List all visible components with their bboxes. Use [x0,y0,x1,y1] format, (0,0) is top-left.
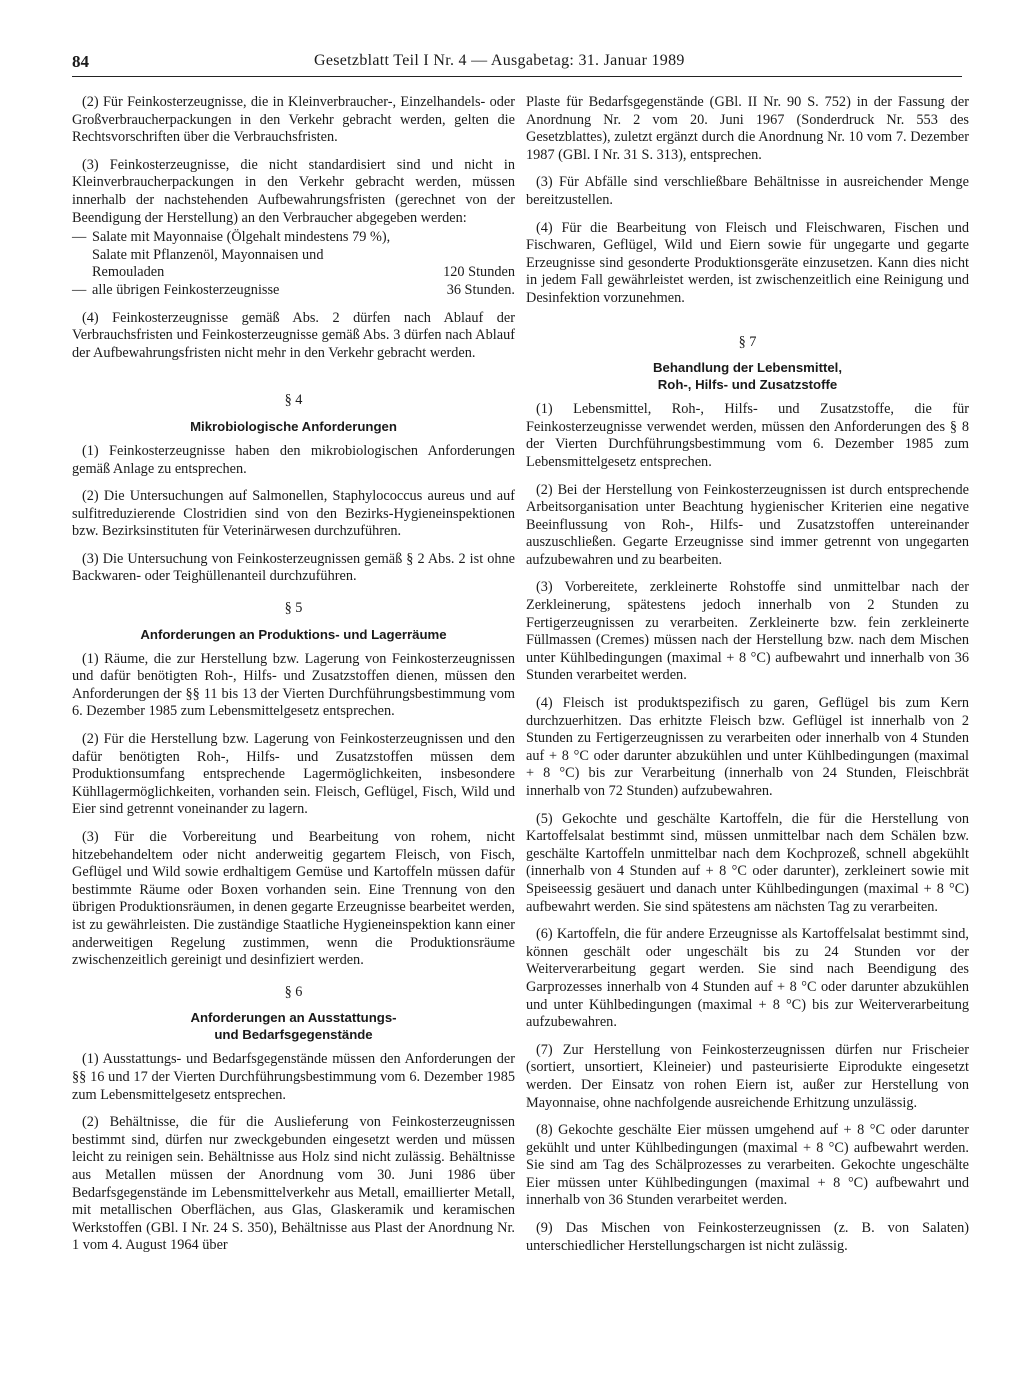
section-title: Mikrobiologische Anforderungen [190,418,397,434]
list-item-text: Salate mit Mayonnaise (Ölgehalt mindestens 79 %), [92,229,391,246]
page-number: 84 [72,52,89,71]
paragraph: (4) Feinkosterzeugnisse gemäß Abs. 2 dürfen nach Ablauf der Verbrauchsfristen und Feinkosterzeugnisse gemäß Abs. 3 dürfen nach Ablauf der Aufbewahrungsfristen nicht mehr in den Verkehr gebracht werden. [72,309,515,361]
paragraph: (5) Gekochte und geschälte Kartoffeln, die für die Herstellung von Kartoffelsalat bestimmt sind, müssen unmittelbar nach dem Schälen bzw. geschälte Kartoffeln unmittelbar nach dem Kochprozeß, schnell abgekühlt (innerhalb von 4 Stunden auf + 8 °C oder darunter), zerkleinert sowie mit Speiseessig gesäuert und danach unter Kühlbedingungen (maximal + 8 °C) aufbewahrt werden. Sie sind spätestens am nächsten Tag zu verarbeiten. [526,810,969,915]
paragraph: (7) Zur Herstellung von Feinkosterzeugnissen dürfen nur Frischeier (sortiert, unsortiert, Kleineier) und pasteurisierte Eiprodukte eingesetzt werden. Der Einsatz von rohen Eiern ist, außer zur Herstellung von Mayonnaise, ohne nachfolgende ausreichende Erhitzung unzulässig. [526,1041,969,1111]
list-item-value: 36 Stunden. [446,281,515,298]
paragraph: (1) Räume, die zur Herstellung bzw. Lagerung von Feinkosterzeugnissen und dafür benötigten Roh-, Hilfs- und Zusatzstoffen dienen, müssen den Anforderungen der §§ 11 bis 13 der Vierten Durchführungsbestimmung vom 6. Dezember 1985 zum Lebensmittelgesetz entsprechen. [72,650,515,720]
left-column [72,94,515,1265]
section-title: Anforderungen an Produktions- und Lagerräume [140,626,447,642]
dash-marker: — [72,281,87,298]
dash-marker: — [72,229,87,246]
paragraph: (2) Für Feinkosterzeugnisse, die in Kleinverbraucher-, Einzelhandels- oder Großverbraucherpackungen in den Verkehr gebracht werden, gelten die Rechtsvorschriften über die Verbrauchsfristen. [72,94,515,146]
section-title: Anforderungen an Ausstattungs- [190,1010,397,1026]
right-column [526,94,969,1265]
paragraph: (4) Für die Bearbeitung von Fleisch und Fleischwaren, Fischen und Fischwaren, Geflügel, Wild und Eiern sowie für ungegarte und gegarte Erzeugnisse sind gesonderte Produktionsgeräte einzusetzen. Kann dies nicht in jedem Fall gewährleistet werden, ist zwischenzeitlich eine Reinigung und Desinfektion vorzunehmen. [526,219,969,306]
paragraph: (2) Behältnisse, die für die Auslieferung von Feinkosterzeugnissen bestimmt sind, dürfen nur zweckgebunden eingesetzt werden und müssen leicht zu reinigen sein. Behältnisse aus Holz sind nicht zulässig. Behältnisse aus Metallen müssen der Anordnung vom 30. Juni 1986 über Bedarfsgegenstände im Lebensmittelverkehr aus Metall, emaillierter Metall, mit metallischen Oberflächen, aus Glas, Glaskeramik und keramischen Werkstoffen (GBl. I Nr. 24 S. 350), Behältnisse aus Plast der Anordnung Nr. 1 vom 4. August 1964 über [72,1114,515,1254]
section-title: Roh-, Hilfs- und Zusatzstoffe [657,377,838,393]
section-title: und Bedarfsgegenstände [214,1027,373,1043]
paragraph: (2) Bei der Herstellung von Feinkosterzeugnissen ist durch entsprechende Arbeitsorganisation unter Beachtung hygienischer Kriterien eine negative Beeinflussung von Roh-, Hilfs- und Zusatzstoffen untereinander auszuschließen. Gegarte Erzeugnisse sind immer getrennt von ungegarten aufzubewahren und zu bearbeiten. [526,481,969,568]
paragraph: (4) Fleisch ist produktspezifisch zu garen, Geflügel bis zum Kern durchzuerhitzen. Das erhitzte Fleisch bzw. Geflügel ist innerhalb von 2 Stunden zu Fertigerzeugnissen zu verarbeiten oder innerhalb von 4 Stunden auf + 8 °C oder darunter abzukühlen und unter Kühlbedingungen (maximal + 8 °C) bis zur Verarbeitung (innerhalb von 24 Stunden, Fleischbrät innerhalb von 72 Stunden) aufzubewahren. [526,695,969,799]
paragraph: (3) Feinkosterzeugnisse, die nicht standardisiert sind und nicht in Kleinverbraucherpackungen in den Verkehr gebracht werden, müssen innerhalb der nachstehenden Aufbewahrungsfristen (gerechnet von der Beendigung der Herstellung) an den Verbraucher abgegeben werden: [72,156,515,226]
paragraph: (1) Feinkosterzeugnisse haben den mikrobiologischen Anforderungen gemäß Anlage zu entsprechen. [72,442,515,477]
paragraph: (3) Für Abfälle sind verschließbare Behältnisse in ausreichender Menge bereitzustellen. [526,174,969,208]
paragraph: (1) Ausstattungs- und Bedarfsgegenstände müssen den Anforderungen der §§ 16 und 17 der Vierten Durchführungsbestimmung vom 6. Dezember 1985 zum Lebensmittelgesetz entsprechen. [72,1051,515,1103]
section-number: § 6 [284,983,303,1000]
list-item-text: Remouladen [92,264,165,281]
running-title: Gesetzblatt Teil I Nr. 4 — Ausgabetag: 31. Januar 1989 [314,52,685,69]
list-item-text: Salate mit Pflanzenöl, Mayonnaisen und [92,246,324,263]
paragraph: (8) Gekochte geschälte Eier müssen umgehend auf + 8 °C oder darunter gekühlt und unter Kühlbedingungen (maximal + 8 °C) aufbewahrt werden. Sie sind am Tag des Schälprozesses zu verarbeiten. Gekochte ungeschälte Eier müssen unter Kühlbedingungen (maximal + 8 °C) aufbewahrt und innerhalb von 36 Stunden verarbeitet werden. [526,1122,969,1209]
section-number: § 5 [284,600,303,617]
paragraph: (2) Die Untersuchungen auf Salmonellen, Staphylococcus aureus und auf sulfitreduzierende Clostridien sind von den Bezirks-Hygieneinspektionen bzw. Bezirksinstituten für Veterinärwesen durchzuführen. [72,488,515,540]
paragraph: (9) Das Mischen von Feinkosterzeugnissen (z. B. von Salaten) unterschiedlicher Herstellungschargen ist nicht zulässig. [526,1220,969,1254]
list-item [72,282,515,300]
list-item [72,229,515,282]
page-header [72,52,962,77]
list-item-text: alle übrigen Feinkosterzeugnisse [92,281,280,298]
section-number: § 4 [284,392,303,409]
retention-list [72,229,515,299]
paragraph: (3) Vorbereitete, zerkleinerte Rohstoffe sind unmittelbar nach der Zerkleinerung, spätestens jedoch innerhalb von 2 Stunden zu Fertigerzeugnissen zu verarbeiten. Zerkleinerte bzw. fein zerkleinerte Füllmassen (Cremes) müssen nach der Herstellung bzw. nach dem Mischen unter Kühlbedingungen (maximal + 8 °C) aufbewahrt und innerhalb von 36 Stunden verarbeitet werden. [526,579,969,684]
section-title: Behandlung der Lebensmittel, [652,360,843,376]
list-item-value: 120 Stunden [443,264,515,281]
paragraph: (2) Für die Herstellung bzw. Lagerung von Feinkosterzeugnissen und den dafür benötigten Roh-, Hilfs- und Zusatzstoffen müssen dem Produktionsumfang entsprechende Lagermöglichkeiten, insbesondere Kühllagermöglichkeiten, vorhanden sein. Fleisch, Geflügel, Fisch, Wild und Eier sind getrennt voneinander zu lagern. [72,731,515,818]
paragraph: Plaste für Bedarfsgegenstände (GBl. II Nr. 90 S. 752) in der Fassung der Anordnung Nr. 2 vom 20. Juni 1967 (Sonderdruck Nr. 553 des Gesetzblattes), zuletzt ergänzt durch die Anordnung Nr. 10 vom 7. Dezember 1987 (GBl. I Nr. 31 S. 313), entsprechen. [526,94,969,163]
paragraph: (6) Kartoffeln, die für andere Erzeugnisse als Kartoffelsalat bestimmt sind, können geschält oder ungeschält bis zu 24 Stunden vor der Weiterverarbeitung gegart werden. Sie sind nach Beendigung des Garprozesses innerhalb von 4 Stunden auf + 8 °C oder darunter abzukühlen und unter Kühlbedingungen (maximal + 8 °C) bis zur Weiterverarbeitung aufzubewahren. [526,926,969,1031]
section-number: § 7 [738,333,757,350]
paragraph: (3) Die Untersuchung von Feinkosterzeugnissen gemäß § 2 Abs. 2 ist ohne Backwaren- oder Teighüllenanteil durchzuführen. [72,550,515,585]
paragraph: (3) Für die Vorbereitung und Bearbeitung von rohem, nicht hitzebehandeltem oder nicht anderweitig gegartem Fleisch, von Fisch, Geflügel und Wild sowie erdhaltigem Gemüse und Kartoffeln müssen dafür bestimmte Räume oder Boxen vorhanden sein. Eine Trennung von den übrigen Produktionsräumen, in denen gegarte Erzeugnisse bearbeitet werden, ist zu gewährleisten. Die zuständige Staatliche Hygieneinspektion kann einer anderweitigen Regelung zustimmen, wenn die Produktionsräume zwischenzeitlich gereinigt und desinfiziert werden. [72,829,515,969]
paragraph: (1) Lebensmittel, Roh-, Hilfs- und Zusatzstoffe, die für Feinkosterzeugnisse verwendet werden, müssen den Anforderungen des § 8 der Vierten Durchführungsbestimmung vom 6. Dezember 1985 zum Lebensmittelgesetz entsprechen. [526,401,969,470]
